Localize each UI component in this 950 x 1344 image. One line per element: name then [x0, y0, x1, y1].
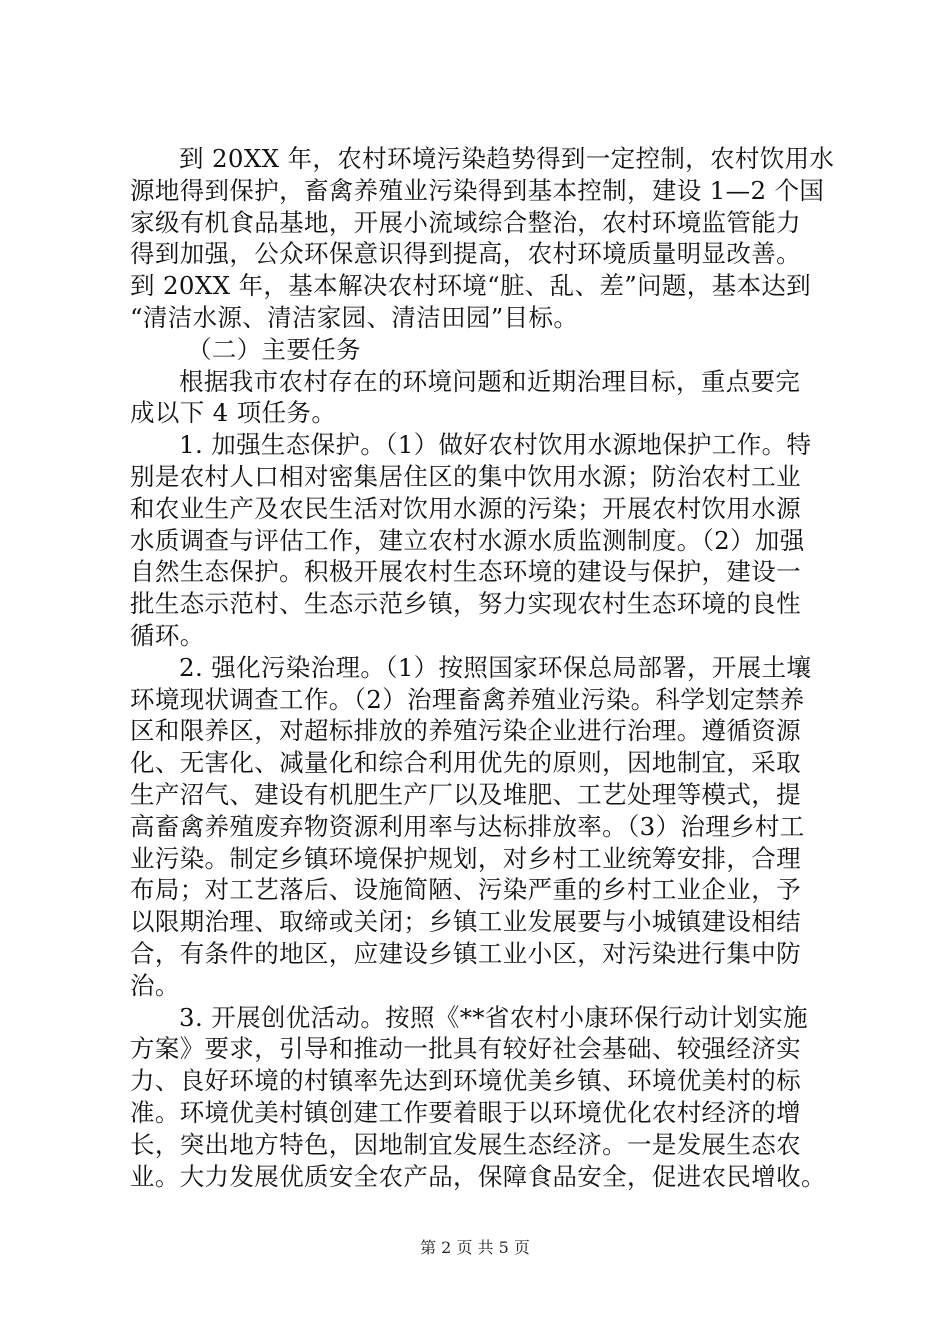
paragraph-line: 业。大力发展优质安全农产品，保障食品安全，促进农民增收。	[130, 1161, 826, 1191]
paragraph-line: “清洁水源、清洁家园、清洁田园”目标。	[130, 302, 579, 332]
paragraph-line: 到 20XX 年，基本解决农村环境“脏、乱、差”问题，基本达到	[130, 271, 812, 301]
document-body	[130, 143, 834, 1192]
paragraph-line: 力、良好环境的村镇率先达到环境优美乡镇、环境优美村的标	[130, 1066, 801, 1096]
paragraph-line: 化、无害化、减量化和综合利用优先的原则，因地制宜，采取	[130, 748, 801, 778]
paragraph-line: 批生态示范村、生态示范乡镇，努力实现农村生态环境的良性	[130, 589, 801, 619]
paragraph-line: 和农业生产及农民生活对饮用水源的污染；开展农村饮用水源	[130, 493, 801, 523]
paragraph-line: 家级有机食品基地，开展小流域综合整治，农村环境监管能力	[130, 207, 801, 237]
paragraph-line: 高畜禽养殖废弃物资源利用率与达标排放率。（3）治理乡村工	[130, 811, 805, 841]
paragraph-line: 区和限养区，对超标排放的养殖污染企业进行治理。遵循资源	[130, 716, 801, 746]
paragraph-line: 3. 开展创优活动。按照《**省农村小康环保行动计划实施	[179, 1002, 808, 1032]
paragraph-line: 长，突出地方特色，因地制宜发展生态经济。一是发展生态农	[130, 1129, 801, 1159]
paragraph-line: 成以下 4 项任务。	[130, 398, 337, 428]
paragraph-line: 业污染。制定乡镇环境保护规划，对乡村工业统筹安排，合理	[130, 843, 801, 873]
paragraph-line: 到 20XX 年，农村环境污染趋势得到一定控制，农村饮用水	[179, 144, 835, 173]
paragraph-line: 水质调查与评估工作，建立农村水源水质监测制度。（2）加强	[130, 525, 805, 555]
paragraph-line: 自然生态保护。积极开展农村生态环境的建设与保护，建设一	[130, 557, 801, 587]
paragraph-line: 别是农村人口相对密集居住区的集中饮用水源；防治农村工业	[130, 461, 801, 491]
paragraph-line: 生产沼气、建设有机肥生产厂以及堆肥、工艺处理等模式，提	[130, 779, 801, 809]
section-heading: （二）主要任务	[187, 334, 361, 364]
paragraph-line: 以限期治理、取缔或关闭；乡镇工业发展要与小城镇建设相结	[130, 907, 801, 937]
paragraph-line: 2. 强化污染治理。（1）按照国家环保总局部署，开展土壤	[179, 652, 812, 682]
paragraph-line: 源地得到保护，畜禽养殖业污染得到基本控制，建设 1—2 个国	[130, 175, 825, 205]
paragraph-line: 得到加强，公众环保意识得到提高，农村环境质量明显改善。	[130, 239, 801, 269]
paragraph-line: 循环。	[130, 620, 205, 650]
paragraph-line: 布局；对工艺落后、设施简陋、污染严重的乡村工业企业，予	[130, 875, 801, 905]
paragraph-line: 治。	[130, 970, 180, 1000]
page-footer: 第 2 页 共 5 页	[420, 1238, 530, 1257]
paragraph-line: 合，有条件的地区，应建设乡镇工业小区，对污染进行集中防	[130, 938, 801, 968]
paragraph-line: 环境现状调查工作。（2）治理畜禽养殖业污染。科学划定禁养	[130, 684, 805, 714]
paragraph-line: 1. 加强生态保护。（1）做好农村饮用水源地保护工作。特	[179, 430, 812, 460]
paragraph-line: 方案》要求，引导和推动一批具有较好社会基础、较强经济实	[130, 1034, 801, 1064]
paragraph-line: 根据我市农村存在的环境问题和近期治理目标，重点要完	[179, 366, 801, 396]
paragraph-line: 准。环境优美村镇创建工作要着眼于以环境优化农村经济的增	[130, 1097, 801, 1127]
